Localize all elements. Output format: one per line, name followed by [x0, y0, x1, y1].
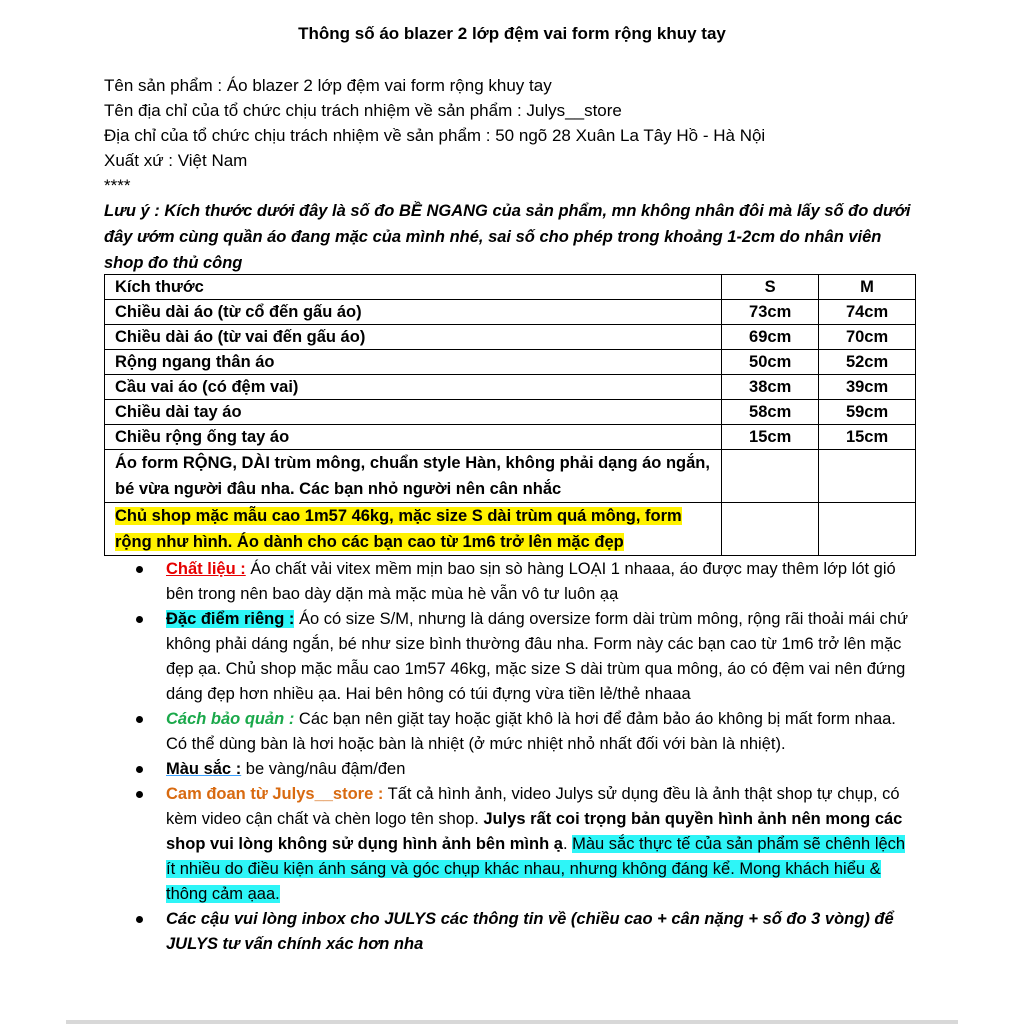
table-cell: 50cm	[722, 350, 819, 375]
table-cell: 15cm	[722, 425, 819, 450]
bullet-icon	[136, 791, 143, 798]
table-row	[105, 375, 916, 400]
table-row	[105, 325, 916, 350]
care-label: Cách bảo quản :	[166, 710, 295, 728]
org-name-line: Tên địa chỉ của tổ chức chịu trách nhiệm về sản phẩm : Julys__store	[104, 101, 622, 120]
list-item	[104, 557, 914, 607]
table-cell	[105, 503, 722, 556]
separator-stars: ****	[104, 176, 131, 195]
table-cell	[819, 503, 916, 556]
commit-text: Tất cả hình ảnh, video Julys sử dụng đều là ảnh thật shop tự chụp, có kèm video cận chất và chèn logo tên shop.	[166, 785, 900, 828]
color-text: be vàng/nâu đậm/đen	[241, 760, 406, 778]
table-cell: 59cm	[819, 400, 916, 425]
table-cell: 73cm	[722, 300, 819, 325]
list-item	[104, 907, 914, 957]
copyright-note: Julys rất coi trọng bản quyền hình ảnh nên mong các shop vui lòng không sử dụng hình ảnh bên mình ạ	[166, 810, 903, 853]
table-cell: 15cm	[819, 425, 916, 450]
product-name-line: Tên sản phẩm : Áo blazer 2 lớp đệm vai form rộng khuy tay	[104, 76, 552, 95]
bullet-icon	[136, 916, 143, 923]
table-cell: Rộng ngang thân áo	[105, 350, 722, 375]
product-info	[104, 73, 765, 198]
color-disclaimer: Màu sắc thực tế của sản phẩm sẽ chênh lệch ít nhiều do điều kiện ánh sáng và góc chụp khác nhau, nhưng không đáng kể. Mong khách hiểu & thông cảm ạaa.	[166, 835, 906, 903]
bullet-icon	[136, 716, 143, 723]
table-row	[105, 400, 916, 425]
table-cell	[722, 503, 819, 556]
commit-dot: .	[562, 835, 573, 853]
page-title: Thông số áo blazer 2 lớp đệm vai form rộng khuy tay	[298, 24, 726, 43]
bullet-icon	[136, 566, 143, 573]
feature-text: Áo có size S/M, nhưng là dáng oversize form dài trùm mông, rộng rãi thoải mái chứ không phải dáng ngắn, bé như size bình thường đâu nha. Form này các bạn cao từ 1m6 trở lên mặc đẹp ạa. Chủ shop mặc mẫu cao 1m57 46kg, mặc size S dài trùm qua mông, áo có đệm vai nên đứng dáng đẹp hơn nhiều ạa. Hai bên hông có túi đựng vừa tiền lẻ/thẻ nhaaa	[166, 610, 908, 703]
care-text: Các bạn nên giặt tay hoặc giặt khô là hơi để đảm bảo áo không bị mất form nhaa. Có thể dùng bàn là hơi hoặc bàn là nhiệt (ở mức nhiệt nhỏ nhất đối với bàn là nhiệt).	[166, 710, 896, 753]
header-cell: Kích thước	[105, 275, 722, 300]
org-address-line: Địa chỉ của tổ chức chịu trách nhiệm về sản phẩm : 50 ngõ 28 Xuân La Tây Hồ - Hà Nội	[104, 126, 766, 145]
table-cell	[819, 450, 916, 503]
table-note-row	[105, 450, 916, 503]
table-cell: 69cm	[722, 325, 819, 350]
origin-line: Xuất xứ : Việt Nam	[104, 151, 248, 170]
list-item	[104, 707, 914, 757]
list-item	[104, 607, 914, 707]
commit-label: Cam đoan từ Julys__store :	[166, 785, 384, 803]
table-cell: 74cm	[819, 300, 916, 325]
table-cell: Cầu vai áo (có đệm vai)	[105, 375, 722, 400]
form-note: Áo form RỘNG, DÀI trùm mông, chuẩn style Hàn, không phải dạng áo ngắn, bé vừa người đâu nha. Các bạn nhỏ người nên cân nhắc	[115, 454, 710, 498]
table-cell	[722, 450, 819, 503]
bullet-icon	[136, 766, 143, 773]
header-cell: M	[819, 275, 916, 300]
table-cell	[105, 450, 722, 503]
measurement-note: Lưu ý : Kích thước dưới đây là số đo BỀ NGANG của sản phẩm, mn không nhân đôi mà lấy số đo dưới đây ướm cùng quần áo đang mặc của mình nhé, sai số cho phép trong khoảng 1-2cm do nhân viên shop đo thủ công	[104, 202, 911, 272]
bullet-icon	[136, 616, 143, 623]
table-row	[105, 300, 916, 325]
feature-label: Đặc điểm riêng :	[166, 610, 295, 628]
table-cell: 38cm	[722, 375, 819, 400]
table-row	[105, 350, 916, 375]
model-note: Chủ shop mặc mẫu cao 1m57 46kg, mặc size S dài trùm quá mông, form rộng như hình. Áo dành cho các bạn cao từ 1m6 trở lên mặc đẹp	[115, 507, 682, 551]
size-table	[104, 274, 916, 556]
material-label: Chất liệu :	[166, 560, 246, 578]
table-row	[105, 425, 916, 450]
table-note-row	[105, 503, 916, 556]
list-item	[104, 782, 914, 907]
table-header-row	[105, 275, 916, 300]
header-cell: S	[722, 275, 819, 300]
table-cell: 52cm	[819, 350, 916, 375]
table-cell: Chiều dài áo (từ vai đến gấu áo)	[105, 325, 722, 350]
table-cell: 39cm	[819, 375, 916, 400]
table-cell: 58cm	[722, 400, 819, 425]
table-cell: Chiều rộng ống tay áo	[105, 425, 722, 450]
material-text: Áo chất vải vitex mềm mịn bao sịn sò hàng LOẠI 1 nhaaa, áo được may thêm lớp lót gió bên trong nên bao dày dặn mà mặc mùa hè vẫn vô tư luôn ạạ	[166, 560, 896, 603]
table-cell: Chiều dài áo (từ cổ đến gấu áo)	[105, 300, 722, 325]
table-cell: 70cm	[819, 325, 916, 350]
inbox-text: Các cậu vui lòng inbox cho JULYS các thông tin về (chiều cao + cân nặng + số đo 3 vòng) để JULYS tư vấn chính xác hơn nha	[166, 910, 894, 953]
page-divider	[66, 1020, 958, 1024]
detail-list	[104, 557, 914, 957]
color-label: Màu sắc :	[166, 760, 242, 778]
table-cell: Chiều dài tay áo	[105, 400, 722, 425]
list-item	[104, 757, 914, 782]
